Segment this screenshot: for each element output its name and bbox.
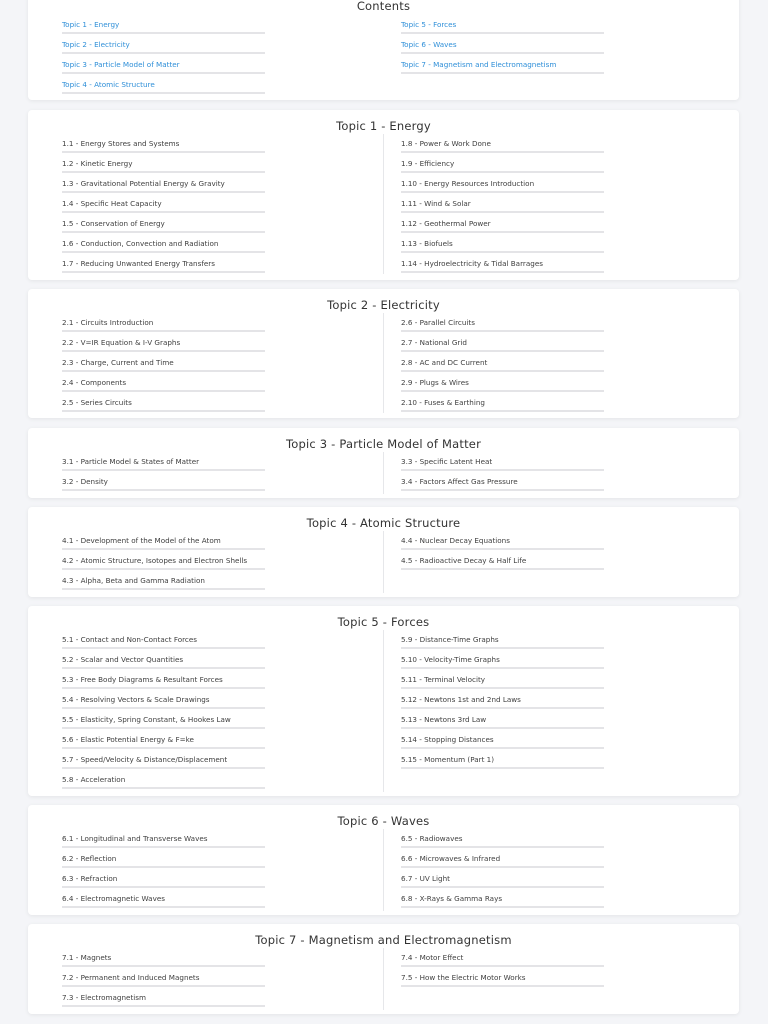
lesson-underline — [62, 548, 265, 550]
lesson-link[interactable] — [401, 755, 604, 775]
lesson-link-label: 5.15 - Momentum (Part 1) — [401, 755, 495, 764]
contents-card — [28, 0, 739, 100]
lesson-underline — [62, 588, 265, 590]
lesson-link[interactable] — [62, 755, 265, 775]
lesson-link-label: 1.5 - Conservation of Energy — [62, 219, 165, 228]
lesson-link-label: 5.10 - Velocity-Time Graphs — [401, 655, 500, 664]
lesson-link[interactable] — [401, 834, 604, 854]
lesson-underline — [62, 191, 265, 193]
lesson-link-label: 6.2 - Reflection — [62, 854, 117, 863]
lesson-underline — [62, 211, 265, 213]
lesson-underline — [62, 846, 265, 848]
lesson-link[interactable] — [62, 894, 265, 914]
contents-link-topic-5[interactable]: Topic 5 - Forces — [401, 20, 604, 40]
lesson-link[interactable] — [401, 635, 604, 655]
lesson-link-label: 6.8 - X-Rays & Gamma Rays — [401, 894, 503, 903]
column-divider — [383, 313, 384, 413]
lesson-link-label: 5.9 - Distance-Time Graphs — [401, 635, 499, 644]
lesson-link-label: 3.3 - Specific Latent Heat — [401, 457, 493, 466]
lesson-underline — [62, 370, 265, 372]
lesson-underline — [401, 410, 604, 412]
lesson-link-label: 1.4 - Specific Heat Capacity — [62, 199, 162, 208]
lesson-link-label: 4.5 - Radioactive Decay & Half Life — [401, 556, 527, 565]
lesson-link[interactable] — [401, 477, 604, 497]
lesson-link[interactable] — [401, 378, 604, 398]
lesson-link-label: 2.7 - National Grid — [401, 338, 467, 347]
lesson-link-label: 5.14 - Stopping Distances — [401, 735, 494, 744]
contents-link-topic-3[interactable]: Topic 3 - Particle Model of Matter — [62, 60, 265, 80]
contents-title: Contents — [356, 0, 411, 13]
lesson-underline — [401, 231, 604, 233]
lesson-link[interactable] — [401, 536, 604, 556]
lesson-link[interactable] — [62, 199, 265, 219]
lesson-underline — [401, 846, 604, 848]
column-divider — [383, 452, 384, 494]
lesson-link-label: 2.10 - Fuses & Earthing — [401, 398, 485, 407]
lesson-link-label: 5.3 - Free Body Diagrams & Resultant Forces — [62, 675, 223, 684]
lesson-link[interactable] — [401, 715, 604, 735]
lesson-underline — [62, 410, 265, 412]
lesson-link-label: 5.7 - Speed/Velocity & Distance/Displacement — [62, 755, 228, 764]
topic-card-7 — [28, 924, 739, 1014]
lesson-link-label: 2.5 - Series Circuits — [62, 398, 132, 407]
lesson-link-label: 6.3 - Refraction — [62, 874, 118, 883]
lesson-link[interactable] — [401, 457, 604, 477]
lesson-link-label: 2.6 - Parallel Circuits — [401, 318, 475, 327]
lesson-link[interactable] — [401, 735, 604, 755]
lesson-link[interactable] — [401, 854, 604, 874]
lesson-underline — [62, 568, 265, 570]
lesson-link-label: 7.3 - Electromagnetism — [62, 993, 147, 1002]
lesson-link[interactable] — [401, 159, 604, 179]
topic-card-4 — [28, 507, 739, 597]
topic-card-1 — [28, 110, 739, 280]
lesson-underline — [62, 489, 265, 491]
lesson-underline — [62, 687, 265, 689]
lesson-underline — [401, 667, 604, 669]
lesson-link[interactable] — [62, 457, 265, 477]
lesson-link[interactable] — [62, 695, 265, 715]
column-divider — [383, 948, 384, 1010]
lesson-link-label: 5.1 - Contact and Non-Contact Forces — [62, 635, 198, 644]
lesson-link-label: 2.3 - Charge, Current and Time — [62, 358, 174, 367]
lesson-link-label: 7.4 - Motor Effect — [401, 953, 464, 962]
lesson-link-label: 5.11 - Terminal Velocity — [401, 675, 486, 684]
lesson-link-label: 1.8 - Power & Work Done — [401, 139, 491, 148]
contents-link-topic-7[interactable]: Topic 7 - Magnetism and Electromagnetism — [401, 60, 604, 80]
lesson-underline — [62, 965, 265, 967]
lesson-underline — [62, 469, 265, 471]
lesson-link[interactable] — [401, 179, 604, 199]
lesson-link[interactable] — [62, 556, 265, 576]
lesson-link-label: 1.14 - Hydroelectricity & Tidal Barrages — [401, 259, 544, 268]
lesson-underline — [62, 251, 265, 253]
lesson-link[interactable] — [401, 358, 604, 378]
lesson-link-label: 2.1 - Circuits Introduction — [62, 318, 154, 327]
lesson-underline — [401, 866, 604, 868]
contents-link-topic-6[interactable]: Topic 6 - Waves — [401, 40, 604, 60]
lesson-link[interactable] — [62, 536, 265, 556]
column-divider — [383, 134, 384, 274]
lesson-link-label: 1.2 - Kinetic Energy — [62, 159, 133, 168]
lesson-link-label: 2.8 - AC and DC Current — [401, 358, 488, 367]
contents-link-topic-1[interactable]: Topic 1 - Energy — [62, 20, 265, 40]
lesson-link-label: 5.5 - Elasticity, Spring Constant, & Hookes Law — [62, 715, 231, 724]
lesson-underline — [401, 350, 604, 352]
lesson-underline — [401, 886, 604, 888]
topic-card-3 — [28, 428, 739, 498]
lesson-link[interactable] — [401, 655, 604, 675]
lesson-link[interactable] — [62, 834, 265, 854]
lesson-link[interactable] — [62, 715, 265, 735]
lesson-underline — [62, 767, 265, 769]
contents-link-topic-4[interactable]: Topic 4 - Atomic Structure — [62, 80, 265, 100]
lesson-link-label: 4.3 - Alpha, Beta and Gamma Radiation — [62, 576, 205, 585]
lesson-underline — [401, 171, 604, 173]
lesson-link[interactable] — [62, 239, 265, 259]
lesson-link[interactable] — [62, 318, 265, 338]
lesson-underline — [62, 866, 265, 868]
lesson-link[interactable] — [62, 874, 265, 894]
lesson-link[interactable] — [401, 239, 604, 259]
lesson-underline — [401, 727, 604, 729]
column-divider — [383, 531, 384, 593]
lesson-link-label: 2.9 - Plugs & Wires — [401, 378, 469, 387]
lesson-underline — [62, 707, 265, 709]
topic-title: Topic 6 - Waves — [337, 814, 430, 828]
lesson-link[interactable] — [62, 259, 265, 279]
lesson-link-label: 4.4 - Nuclear Decay Equations — [401, 536, 510, 545]
lesson-underline — [401, 965, 604, 967]
topic-title: Topic 7 - Magnetism and Electromagnetism — [255, 933, 512, 947]
lesson-link-label: 1.3 - Gravitational Potential Energy & Gravity — [62, 179, 225, 188]
topic-title: Topic 2 - Electricity — [327, 298, 440, 312]
lesson-underline — [62, 390, 265, 392]
lesson-link-label: 5.6 - Elastic Potential Energy & F=ke — [62, 735, 194, 744]
lesson-underline — [62, 727, 265, 729]
lesson-link[interactable] — [62, 953, 265, 973]
lesson-link-label: 2.2 - V=IR Equation & I-V Graphs — [62, 338, 181, 347]
lesson-underline — [401, 687, 604, 689]
lesson-link-label: 6.5 - Radiowaves — [401, 834, 463, 843]
lesson-link-label: 7.1 - Magnets — [62, 953, 112, 962]
lesson-underline — [401, 707, 604, 709]
lesson-link-label: 1.6 - Conduction, Convection and Radiation — [62, 239, 219, 248]
lesson-link-label: 1.13 - Biofuels — [401, 239, 453, 248]
topic-card-2 — [28, 289, 739, 418]
lesson-underline — [401, 767, 604, 769]
lesson-underline — [62, 350, 265, 352]
topic-title: Topic 4 - Atomic Structure — [306, 516, 461, 530]
lesson-link[interactable] — [62, 854, 265, 874]
lesson-underline — [401, 647, 604, 649]
lesson-link[interactable] — [401, 894, 604, 914]
lesson-underline — [62, 271, 265, 273]
lesson-link-label: 7.2 - Permanent and Induced Magnets — [62, 973, 200, 982]
lesson-link-label: 4.2 - Atomic Structure, Isotopes and Electron Shells — [62, 556, 248, 565]
lesson-link[interactable] — [62, 179, 265, 199]
lesson-underline — [401, 747, 604, 749]
lesson-link-label: 4.1 - Development of the Model of the Atom — [62, 536, 221, 545]
lesson-link[interactable] — [62, 477, 265, 497]
lesson-underline — [401, 469, 604, 471]
lesson-underline — [401, 489, 604, 491]
lesson-link-label: 6.4 - Electromagnetic Waves — [62, 894, 165, 903]
column-divider — [383, 630, 384, 792]
topic-title: Topic 1 - Energy — [336, 119, 431, 133]
lesson-underline — [62, 1005, 265, 1007]
lesson-link[interactable] — [401, 199, 604, 219]
lesson-link[interactable] — [401, 874, 604, 894]
topic-card-6 — [28, 805, 739, 915]
contents-link-topic-2[interactable]: Topic 2 - Electricity — [62, 40, 265, 60]
lesson-link[interactable] — [62, 675, 265, 695]
lesson-underline — [401, 985, 604, 987]
lesson-link[interactable] — [62, 378, 265, 398]
lesson-link[interactable] — [62, 139, 265, 159]
lesson-underline — [62, 747, 265, 749]
lesson-link-label: 3.2 - Density — [62, 477, 108, 486]
lesson-link[interactable] — [62, 655, 265, 675]
lesson-link[interactable] — [62, 159, 265, 179]
lesson-underline — [401, 330, 604, 332]
lesson-underline — [401, 906, 604, 908]
lesson-link[interactable] — [62, 398, 265, 418]
lesson-link-label: 2.4 - Components — [62, 378, 127, 387]
lesson-link-label: 1.11 - Wind & Solar — [401, 199, 471, 208]
lesson-underline — [62, 886, 265, 888]
lesson-link-label: 5.4 - Resolving Vectors & Scale Drawings — [62, 695, 210, 704]
lesson-link-label: 7.5 - How the Electric Motor Works — [401, 973, 526, 982]
lesson-link[interactable] — [401, 398, 604, 418]
lesson-underline — [62, 151, 265, 153]
lesson-underline — [401, 370, 604, 372]
lesson-link-label: 1.7 - Reducing Unwanted Energy Transfers — [62, 259, 215, 268]
lesson-link-label: 1.9 - Efficiency — [401, 159, 455, 168]
lesson-underline — [62, 985, 265, 987]
lesson-link-label: 5.13 - Newtons 3rd Law — [401, 715, 487, 724]
lesson-link[interactable] — [401, 318, 604, 338]
lesson-underline — [401, 211, 604, 213]
lesson-underline — [401, 251, 604, 253]
lesson-underline — [62, 787, 265, 789]
lesson-underline — [62, 906, 265, 908]
lesson-link[interactable] — [401, 259, 604, 279]
lesson-link[interactable] — [62, 358, 265, 378]
lesson-link-label: 1.1 - Energy Stores and Systems — [62, 139, 180, 148]
lesson-link-label: 3.1 - Particle Model & States of Matter — [62, 457, 200, 466]
lesson-underline — [62, 330, 265, 332]
lesson-link[interactable] — [401, 219, 604, 239]
lesson-link[interactable] — [401, 695, 604, 715]
lesson-link[interactable] — [401, 973, 604, 993]
lesson-underline — [401, 568, 604, 570]
lesson-link-label: 6.1 - Longitudinal and Transverse Waves — [62, 834, 208, 843]
lesson-link[interactable] — [62, 973, 265, 993]
topic-title: Topic 3 - Particle Model of Matter — [285, 437, 482, 451]
lesson-link[interactable] — [401, 139, 604, 159]
lesson-link-label: 5.12 - Newtons 1st and 2nd Laws — [401, 695, 521, 704]
lesson-link-label: 1.10 - Energy Resources Introduction — [401, 179, 535, 188]
lesson-link-label: 6.7 - UV Light — [401, 874, 450, 883]
lesson-link[interactable] — [62, 735, 265, 755]
lesson-underline — [62, 647, 265, 649]
topic-card-5 — [28, 606, 739, 796]
lesson-link[interactable] — [62, 635, 265, 655]
topic-title: Topic 5 - Forces — [337, 615, 430, 629]
lesson-link[interactable] — [62, 219, 265, 239]
lesson-link[interactable] — [401, 953, 604, 973]
lesson-link[interactable] — [62, 775, 265, 795]
lesson-link-label: 6.6 - Microwaves & Infrared — [401, 854, 501, 863]
column-divider — [383, 829, 384, 911]
lesson-link[interactable] — [62, 338, 265, 358]
lesson-link-label: 5.2 - Scalar and Vector Quantities — [62, 655, 184, 664]
lesson-link[interactable] — [62, 576, 265, 596]
lesson-underline — [62, 667, 265, 669]
lesson-link-label: 3.4 - Factors Affect Gas Pressure — [401, 477, 518, 486]
lesson-link[interactable] — [401, 338, 604, 358]
lesson-underline — [401, 151, 604, 153]
lesson-link[interactable] — [62, 993, 265, 1013]
lesson-link-label: 5.8 - Acceleration — [62, 775, 126, 784]
lesson-underline — [401, 548, 604, 550]
lesson-underline — [62, 231, 265, 233]
lesson-underline — [401, 390, 604, 392]
lesson-link[interactable] — [401, 675, 604, 695]
lesson-link-label: 1.12 - Geothermal Power — [401, 219, 491, 228]
lesson-underline — [62, 171, 265, 173]
lesson-link[interactable] — [401, 556, 604, 576]
lesson-underline — [401, 271, 604, 273]
lesson-underline — [401, 191, 604, 193]
